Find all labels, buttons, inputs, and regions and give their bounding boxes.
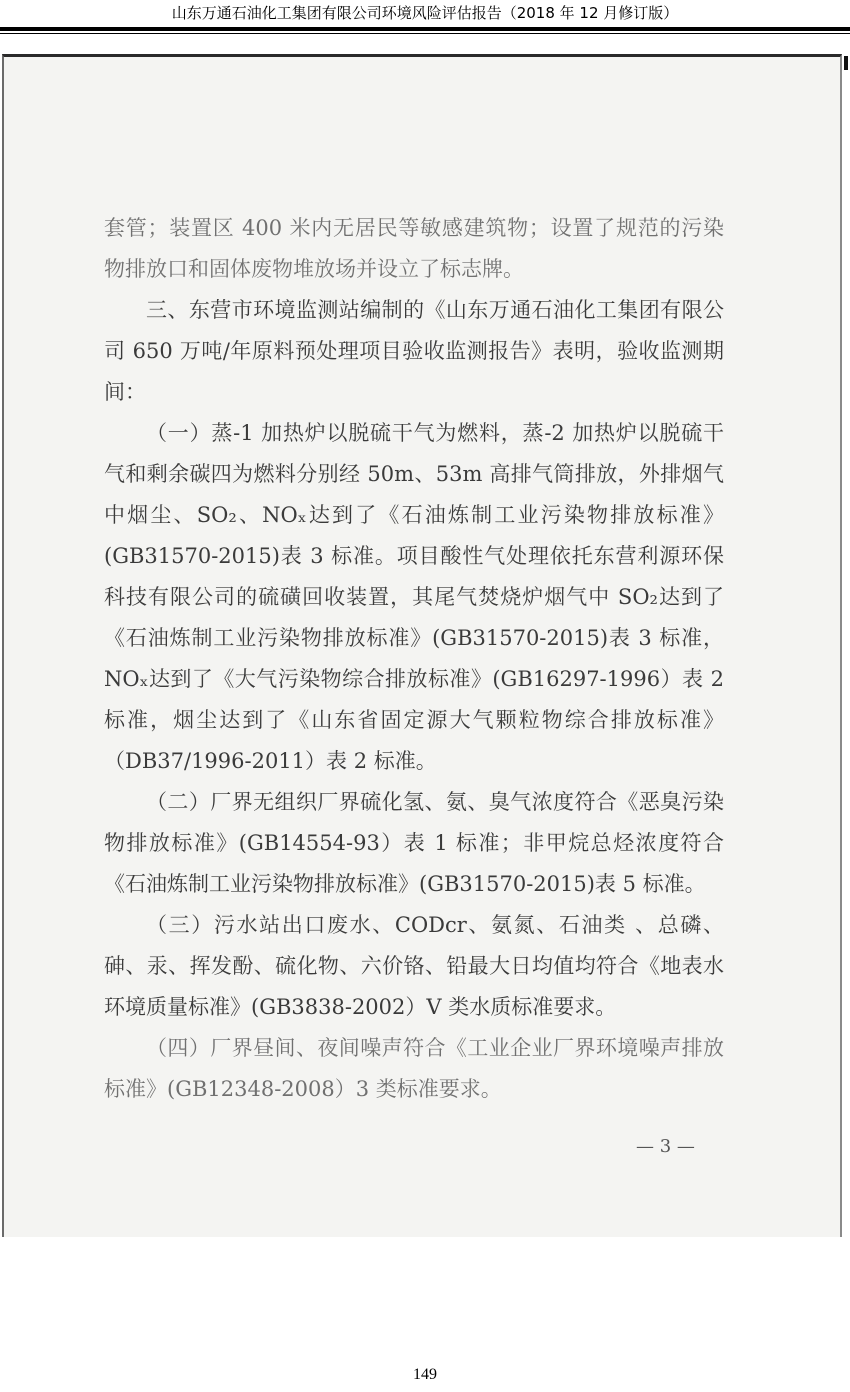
paragraph-4: （二）厂界无组织厂界硫化氢、氨、臭气浓度符合《恶臭污染物排放标准》(GB14554-93）表 1 标准；非甲烷总烃浓度符合《石油炼制工业污染物排放标准》(GB31570-2015)表 5 标准。 [104, 790, 724, 896]
paragraph-6: （四）厂界昼间、夜间噪声符合《工业企业厂界环境噪声排放标准》(GB12348-2008）3 类标准要求。 [104, 1036, 724, 1101]
paragraph-1: 套管；装置区 400 米内无居民等敏感建筑物；设置了规范的污染物排放口和固体废物堆放场并设立了标志牌。 [104, 216, 724, 281]
header-thin-rule [0, 33, 850, 34]
scanned-page-number: — 3 — [636, 1136, 695, 1157]
paragraph-2: 三、东营市环境监测站编制的《山东万通石油化工集团有限公司 650 万吨/年原料预处理项目验收监测报告》表明，验收监测期间： [104, 298, 724, 404]
header-thick-rule [0, 27, 850, 31]
paragraph-5: （三）污水站出口废水、CODcr、氨氮、石油类 、总磷、砷、汞、挥发酚、硫化物、六价铬、铅最大日均值均符合《地表水环境质量标准》(GB3838-2002）V 类水质标准要求。 [104, 913, 724, 1019]
paragraph-3: （一）蒸-1 加热炉以脱硫干气为燃料，蒸-2 加热炉以脱硫干气和剩余碳四为燃料分别经 50m、53m 高排气筒排放，外排烟气中烟尘、SO₂、NOₓ达到了《石油炼制工业污染物排放标准》(GB31570-2015)表 3 标准。项目酸性气处理依托东营利源环保科技有限公司的硫磺回收装置，其尾气焚烧炉烟气中 SO₂达到了《石油炼制工业污染物排放标准》(GB31570-2015)表 3 标准，NOₓ达到了《大气污染物综合排放标准》(GB16297-1996）表 2 标准，烟尘达到了《山东省固定源大气颗粒物综合排放标准》（DB37/1996-2011）表 2 标准。 [104, 421, 724, 773]
scan-edge-mark [844, 56, 848, 70]
document-page-number: 149 [413, 1366, 437, 1383]
report-header-title: 山东万通石油化工集团有限公司环境风险评估报告（2018 年 12 月修订版） [171, 4, 679, 22]
